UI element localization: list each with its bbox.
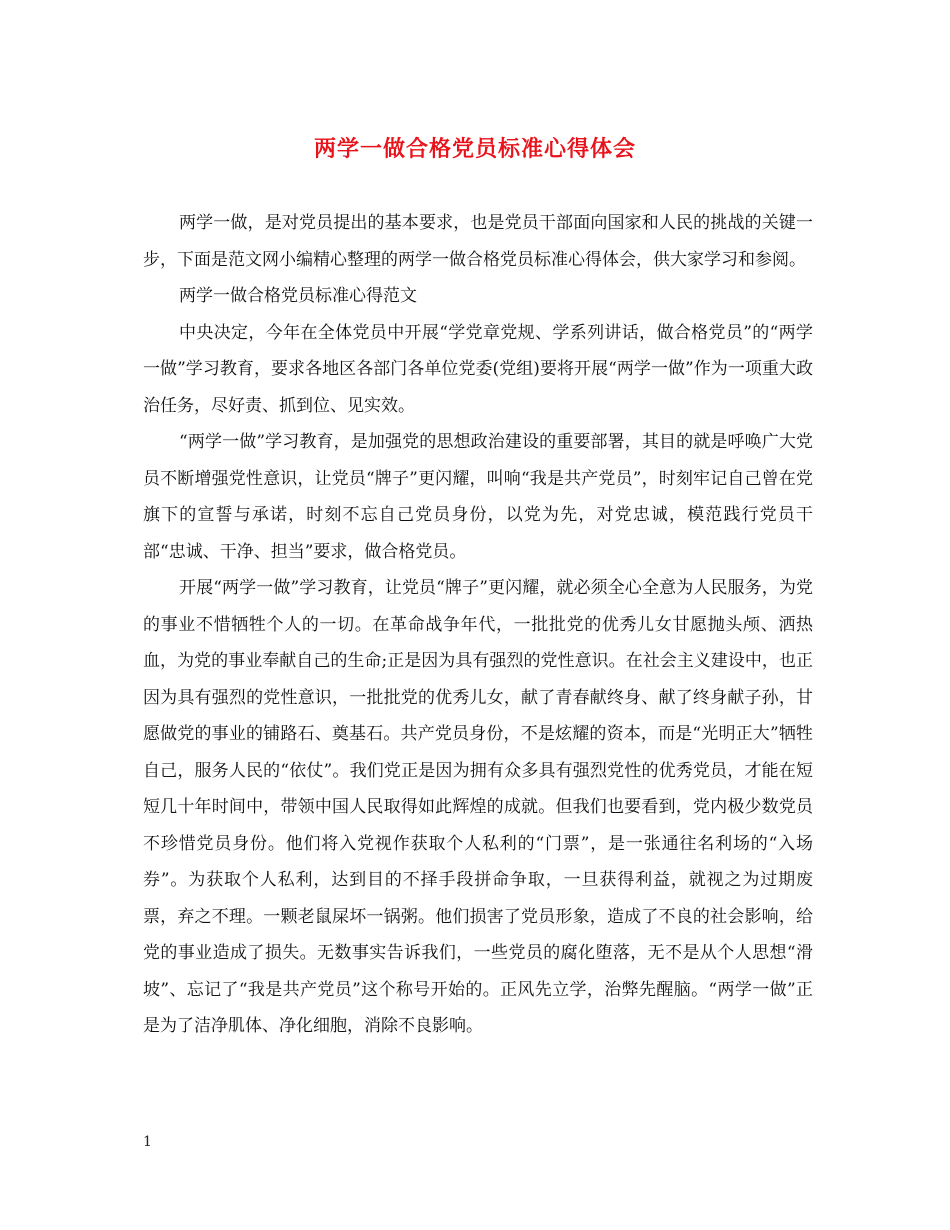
page-number: 1 [143,1134,152,1150]
intro-paragraph: 两学一做，是对党员提出的基本要求，也是党员干部面向国家和人民的挑战的关键一步，下面是范文网小编精心整理的两学一做合格党员标准心得体会，供大家学习和参阅。 [143,213,813,270]
body-paragraph: 中央决定，今年在全体党员中开展“学党章党规、学系列讲话，做合格党员”的“两学一做”学习教育，要求各地区各部门各单位党委(党组)要将开展“两学一做”作为一项重大政治任务，尽好责、抓到位、见实效。 [143,322,813,416]
body-paragraph: “两学一做”学习教育，是加强党的思想政治建设的重要部署，其目的就是呼唤广大党员不断增强党性意识，让党员“牌子”更闪耀，叫响“我是共产党员”，时刻牢记自己曾在党旗下的宣誓与承诺，时刻不忘自己党员身份，以党为先，对党忠诚，模范践行党员干部“忠诚、干净、担当”要求，做合格党员。 [143,432,813,562]
document-title: 两学一做合格党员标准心得体会 [313,136,636,162]
body-paragraph: 开展“两学一做”学习教育，让党员“牌子”更闪耀，就必须全心全意为人民服务，为党的事业不惜牺牲个人的一切。在革命战争年代，一批批党的优秀儿女甘愿抛头颅、洒热血，为党的事业奉献自己的生命;正是因为具有强烈的党性意识。在社会主义建设中，也正因为具有强烈的党性意识，一批批党的优秀儿女，献了青春献终身、献了终身献子孙，甘愿做党的事业的铺路石、奠基石。共产党员身份，不是炫耀的资本，而是“光明正大”牺牲自己，服务人民的“依仗”。我们党正是因为拥有众多具有强烈党性的优秀党员，才能在短短几十年时间中，带领中国人民取得如此辉煌的成就。但我们也要看到，党内极少数党员不珍惜党员身份。他们将入党视作获取个人私利的“门票”，是一张通往名利场的“入场券”。为获取个人私利，达到目的不择手段拼命争取，一旦获得利益，就视之为过期废票，弃之不理。一颗老鼠屎坏一锅粥。他们损害了党员形象，造成了不良的社会影响，给党的事业造成了损失。无数事实告诉我们，一些党员的腐化堕落，无不是从个人思想“滑坡”、忘记了“我是共产党员”这个称号开始的。正风先立学，治弊先醒脑。“两学一做”正是为了洁净肌体、净化细胞，消除不良影响。 [143,578,813,1036]
document-body [143,205,813,1045]
section-heading: 两学一做合格党员标准心得范文 [179,286,417,306]
